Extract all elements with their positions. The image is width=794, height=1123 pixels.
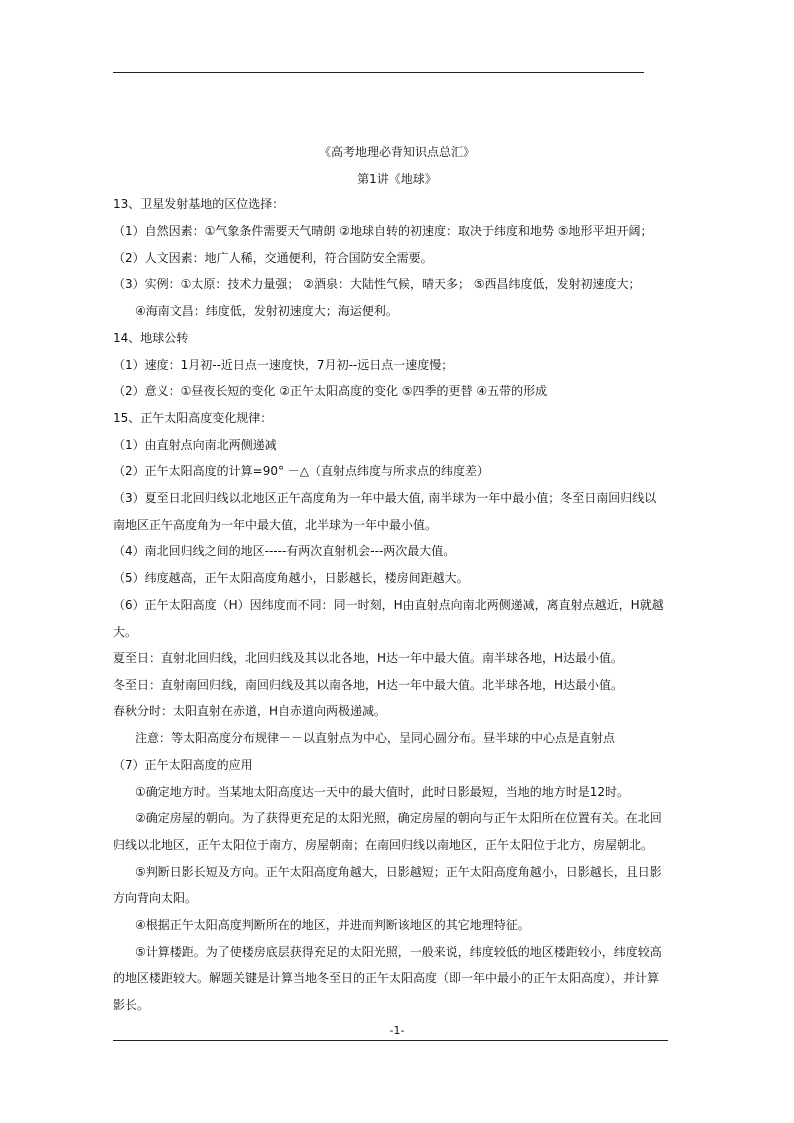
text-line: （4）南北回归线之间的地区-----有两次直射机会---两次最大值。	[113, 544, 456, 558]
text-line: 15、正午太阳高度变化规律：	[113, 411, 273, 425]
page-number: -1-	[389, 1024, 405, 1037]
text-line: （2）意义：①昼夜长短的变化 ②正午太阳高度的变化 ⑤四季的更替 ④五带的形成	[113, 384, 548, 398]
text-line: （7）正午太阳高度的应用	[113, 758, 253, 772]
text-line: 13、卫星发射基地的区位选择：	[113, 197, 285, 211]
text-line: （3）实例：①太原：技术力量强； ②酒泉：大陆性气候，晴天多； ⑤西昌纬度低，发射初速度大；	[113, 277, 641, 291]
text-line: ⑤计算楼距。为了使楼房底层获得充足的太阳光照，一般来说，纬度较低的地区楼距较小，纬度较高	[135, 945, 662, 959]
text-line: 14、地球公转	[113, 331, 189, 345]
document-title: 《高考地理必背知识点总汇》	[318, 145, 475, 159]
text-line: （6）正午太阳高度（H）因纬度而不同：同一时刻，H由直射点向南北两侧递减，离直射点越近，H就越	[113, 598, 664, 612]
text-line: （2）正午太阳高度的计算=90° －△（直射点纬度与所求点的纬度差）	[113, 464, 490, 478]
text-line: ④海南文昌：纬度低，发射初速度大；海运便利。	[135, 304, 398, 318]
text-line: 冬至日：直射南回归线，南回归线及其以南各地，H达一年中最大值。北半球各地，H达最小值。	[113, 678, 624, 692]
text-line: （2）人文因素：地广人稀，交通便利，符合国防安全需要。	[113, 251, 433, 265]
text-line: （5）纬度越高，正午太阳高度角越小，日影越长，楼房间距越大。	[113, 571, 469, 585]
text-line: （1）由直射点向南北两侧递减	[113, 438, 277, 452]
text-line: 大。	[113, 625, 138, 639]
text-line: 的地区楼距较大。解题关键是计算当地冬至日的正午太阳高度（即一年中最小的正午太阳高度），并计算	[113, 971, 660, 985]
text-line: （1）自然因素：①气象条件需要天气晴朗 ②地球自转的初速度：取决于纬度和地势 ⑤地形平坦开阔；	[113, 224, 653, 238]
text-line: 影长。	[113, 998, 150, 1012]
text-line: 南地区正午高度角为一年中最大值，北半球为一年中最小值。	[113, 518, 438, 532]
text-line: 夏至日：直射北回归线，北回归线及其以北各地，H达一年中最大值。南半球各地，H达最小值。	[113, 651, 624, 665]
text-line: 注意：等太阳高度分布规律－－以直射点为中心，呈同心圆分布。昼半球的中心点是直射点	[135, 731, 616, 745]
text-line: （3）夏至日北回归线以北地区正午高度角为一年中最大值, 南半球为一年中最小值；冬至日南回归线以	[113, 491, 657, 505]
text-line: ②确定房屋的朝向。为了获得更充足的太阳光照，确定房屋的朝向与正午太阳所在位置有关。在北回	[135, 811, 662, 825]
footer-rule	[113, 1040, 668, 1041]
text-line: ①确定地方时。当某地太阳高度达一天中的最大值时，此时日影最短，当地的地方时是12时。	[135, 785, 630, 799]
text-line: 归线以北地区，正午太阳位于南方，房屋朝南；在南回归线以南地区，正午太阳位于北方，房屋朝北。	[113, 838, 654, 852]
text-line: （1）速度：1月初--近日点一速度快，7月初--远日点一速度慢；	[113, 358, 454, 372]
text-line: 春秋分时：太阳直射在赤道，H自赤道向两极递减。	[113, 704, 387, 718]
text-line: 方向背向太阳。	[113, 891, 198, 905]
text-line: ④根据正午太阳高度判断所在的地区，并进而判断该地区的其它地理特征。	[135, 918, 530, 932]
header-rule	[113, 72, 644, 73]
text-line: ⑤判断日影长短及方向。正午太阳高度角越大，日影越短；正午太阳高度角越小，日影越长，且日影	[135, 865, 662, 879]
lecture-subtitle: 第1讲《地球》	[357, 172, 437, 186]
